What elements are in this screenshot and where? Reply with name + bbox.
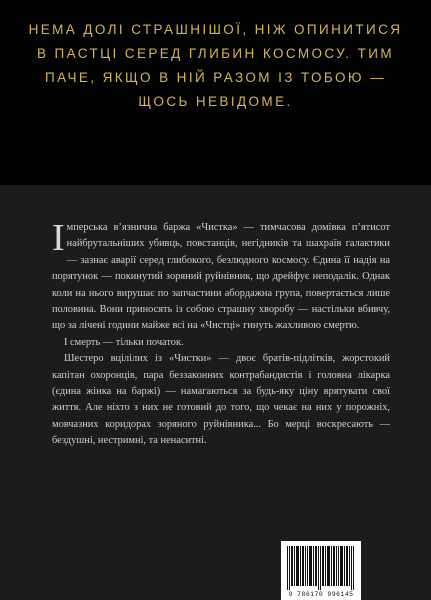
blurb-paragraph xyxy=(52,217,390,335)
tagline-line: НЕМА ДОЛІ СТРАШНІШОЇ, НІЖ ОПИНИТИСЯ xyxy=(28,22,403,37)
barcode-icon xyxy=(287,546,355,590)
isbn-barcode xyxy=(281,541,361,600)
blurb-paragraph: Шестеро вцілілих із «Чистки» — двоє братів-підлітків, жорстокий капітан охоронців, пара беззаконних контрабандистів і головна лікарка (єдина жінка на баржі) — намагаються за будь-яку ціну врятувати свої життя. Але ніхто з них не готовий до того, що чекає на них у порожніх, мовчазних коридорах зоряного руйнівника... Бо мерці воскресають — бездушні, нестримні, та ненаситні. xyxy=(52,353,390,447)
tagline xyxy=(18,18,413,114)
drop-cap: І xyxy=(52,217,65,259)
book-blurb xyxy=(52,217,390,450)
tagline-line: В ПАСТЦІ СЕРЕД ГЛИБИН КОСМОСУ. ТИМ xyxy=(37,46,394,61)
tagline-line: ПАЧЕ, ЯКЩО В НІЙ РАЗОМ ІЗ ТОБОЮ — xyxy=(45,70,386,85)
header-band xyxy=(0,0,431,185)
blurb-paragraph-text: мперська в’язнична баржа «Чистка» — тимчасова домівка п’ятисот найбрутальніших убивць, повстанців, негідників та шахраїв галактики — зазнає аварії серед глибокого, безлюдного космосу. Єдина її надія на порятунок — покинутий зоряний руйнівник, що дрейфує неподалік. Однак коли на нього вирушає по запчастини абордажна група, повертається лише половина. Вони приносять із собою страшну хворобу — настільки вбивчу, що за лічені години майже всі на «Чистці» гинуть жахливою смертю. xyxy=(52,222,390,332)
isbn-number: 9 786170 996145 xyxy=(288,591,354,598)
tagline-line: ЩОСЬ НЕВІДОМЕ. xyxy=(138,94,293,109)
blurb-paragraph: І смерть — тільки початок. xyxy=(64,336,184,348)
